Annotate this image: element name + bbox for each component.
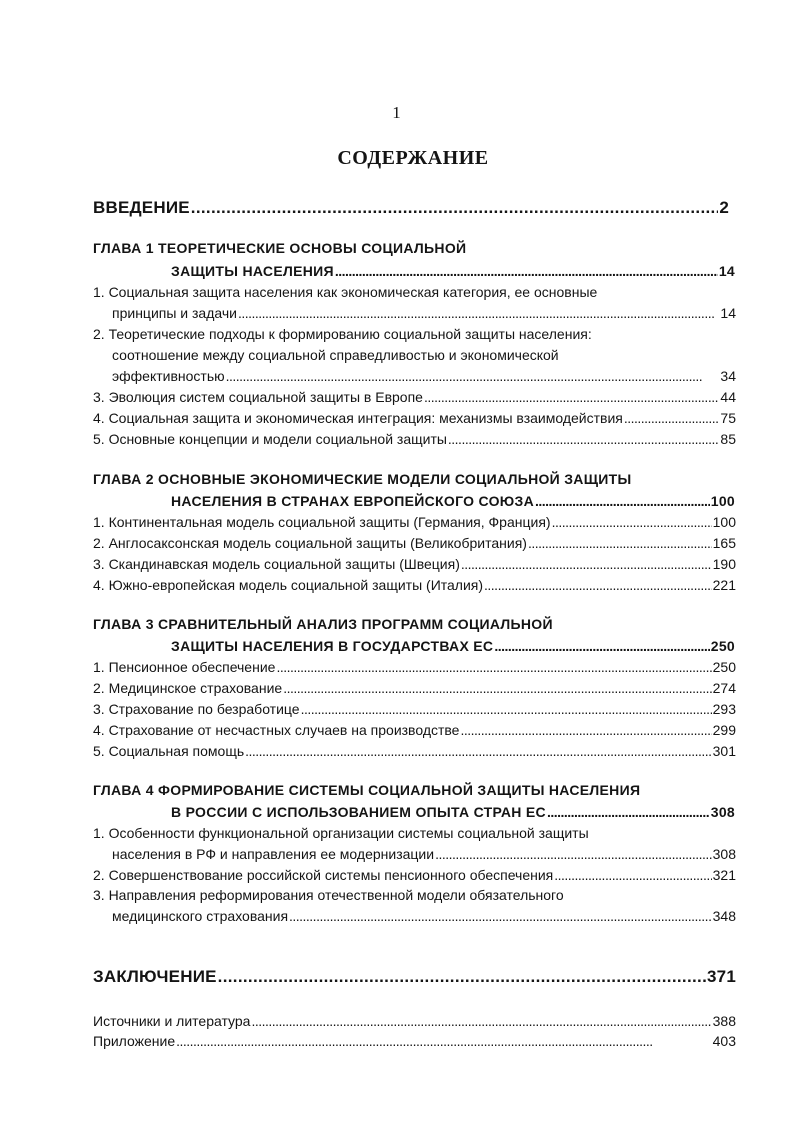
entry-page: 308 bbox=[710, 804, 735, 820]
toc-entry-2-2[interactable] bbox=[93, 535, 736, 551]
entry-title-line: 1. Особенности функциональной организации системы социальной защиты bbox=[93, 825, 589, 841]
entry-page: 308 bbox=[712, 846, 736, 862]
dot-leader bbox=[460, 722, 711, 738]
dot-leader bbox=[535, 493, 710, 509]
entry-page: 165 bbox=[712, 535, 736, 551]
toc-entry-3-1[interactable] bbox=[93, 659, 736, 675]
entry-title: НАСЕЛЕНИЯ В СТРАНАХ ЕВРОПЕЙСКОГО СОЮЗА bbox=[171, 493, 534, 509]
dot-leader bbox=[552, 514, 712, 530]
toc-entry-appendix[interactable] bbox=[93, 1033, 736, 1049]
entry-title: 2. Англосаксонская модель социальной защиты (Великобритания) bbox=[93, 535, 527, 551]
dot-leader bbox=[276, 659, 711, 675]
dot-leader bbox=[191, 198, 719, 218]
entry-title: 2. Совершенствование российской системы пенсионного обеспечения bbox=[93, 867, 554, 883]
entry-title: принципы и задачи bbox=[112, 305, 237, 321]
entry-title: Источники и литература bbox=[93, 1013, 251, 1029]
entry-title: ЗАКЛЮЧЕНИЕ bbox=[93, 967, 217, 986]
toc-entry-chapter-4[interactable] bbox=[171, 804, 735, 820]
entry-page: 14 bbox=[720, 305, 736, 321]
dot-leader bbox=[484, 577, 712, 593]
entry-title: 2. Медицинское страхование bbox=[93, 680, 283, 696]
dot-leader bbox=[554, 867, 711, 883]
entry-page: 388 bbox=[712, 1013, 736, 1029]
toc-entry-2-3[interactable] bbox=[93, 556, 736, 572]
entry-title-line: 2. Теоретические подходы к формированию социальной защиты населения: bbox=[93, 326, 592, 342]
dot-leader bbox=[283, 680, 711, 696]
entry-title: 1. Континентальная модель социальной защиты (Германия, Франция) bbox=[93, 514, 551, 530]
chapter-3-heading: ГЛАВА 3 СРАВНИТЕЛЬНЫЙ АНАЛИЗ ПРОГРАММ СОЦИАЛЬНОЙ bbox=[93, 616, 553, 632]
dot-leader bbox=[494, 638, 709, 654]
entry-page: 371 bbox=[707, 967, 736, 986]
entry-title: 5. Социальная помощь bbox=[93, 743, 245, 759]
toc-entry-conclusion[interactable] bbox=[93, 967, 736, 987]
entry-page: 14 bbox=[718, 263, 735, 279]
toc-entry-chapter-1[interactable] bbox=[171, 263, 735, 279]
entry-page: 75 bbox=[720, 410, 736, 426]
entry-title: Приложение bbox=[93, 1033, 176, 1049]
entry-title-line: соотношение между социальной справедливостью и экономической bbox=[112, 347, 559, 363]
entry-page: 221 bbox=[712, 577, 736, 593]
dot-leader bbox=[238, 305, 719, 321]
entry-title: 1. Пенсионное обеспечение bbox=[93, 659, 276, 675]
dot-leader bbox=[448, 431, 720, 447]
entry-title: ЗАЩИТЫ НАСЕЛЕНИЯ В ГОСУДАРСТВАХ ЕС bbox=[171, 638, 494, 654]
entry-page: 190 bbox=[712, 556, 736, 572]
dot-leader bbox=[461, 556, 712, 572]
dot-leader bbox=[251, 1013, 711, 1029]
entry-title: ВВЕДЕНИЕ bbox=[93, 198, 190, 217]
entry-title: 3. Эволюция систем социальной защиты в Европе bbox=[93, 389, 423, 405]
entry-title: 3. Страхование по безработице bbox=[93, 701, 300, 717]
entry-title: населения в РФ и направления ее модернизации bbox=[112, 846, 435, 862]
toc-entry-3-3[interactable] bbox=[93, 701, 736, 717]
toc-title: СОДЕРЖАНИЕ bbox=[337, 147, 489, 169]
entry-page: 250 bbox=[710, 638, 735, 654]
entry-title: 5. Основные концепции и модели социальной защиты bbox=[93, 431, 447, 447]
entry-title: 4. Южно-европейская модель социальной защиты (Италия) bbox=[93, 577, 484, 593]
entry-page: 44 bbox=[720, 389, 736, 405]
entry-title-line: 1. Социальная защита населения как экономическая категория, ее основные bbox=[93, 284, 598, 300]
entry-page: 321 bbox=[712, 867, 736, 883]
entry-title: медицинского страхования bbox=[112, 908, 289, 924]
entry-page: 299 bbox=[712, 722, 736, 738]
entry-page: 274 bbox=[712, 680, 736, 696]
toc-entry-2-1[interactable] bbox=[93, 514, 736, 530]
entry-title: 4. Социальная защита и экономическая интеграция: механизмы взаимодействия bbox=[93, 410, 623, 426]
dot-leader bbox=[218, 967, 706, 987]
chapter-2-heading: ГЛАВА 2 ОСНОВНЫЕ ЭКОНОМИЧЕСКИЕ МОДЕЛИ СОЦИАЛЬНОЙ ЗАЩИТЫ bbox=[93, 471, 632, 487]
toc-entry-3-5[interactable] bbox=[93, 743, 736, 759]
entry-page: 2 bbox=[719, 198, 729, 217]
entry-page: 85 bbox=[720, 431, 736, 447]
dot-leader bbox=[624, 410, 720, 426]
toc-entry-1-1[interactable] bbox=[112, 305, 736, 321]
toc-entry-chapter-2[interactable] bbox=[171, 493, 735, 509]
entry-page: 34 bbox=[720, 368, 736, 384]
toc-entry-1-3[interactable] bbox=[93, 389, 736, 405]
dot-leader bbox=[424, 389, 719, 405]
dot-leader bbox=[528, 535, 712, 551]
dot-leader bbox=[335, 263, 718, 279]
entry-page: 348 bbox=[712, 908, 736, 924]
dot-leader bbox=[435, 846, 712, 862]
toc-entry-sources[interactable] bbox=[93, 1013, 736, 1029]
toc-entry-3-2[interactable] bbox=[93, 680, 736, 696]
chapter-4-heading: ГЛАВА 4 ФОРМИРОВАНИЕ СИСТЕМЫ СОЦИАЛЬНОЙ ЗАЩИТЫ НАСЕЛЕНИЯ bbox=[93, 782, 641, 798]
dot-leader bbox=[301, 701, 712, 717]
dot-leader bbox=[245, 743, 712, 759]
entry-page: 250 bbox=[712, 659, 736, 675]
entry-title: 3. Скандинавская модель социальной защиты (Швеция) bbox=[93, 556, 460, 572]
entry-page: 100 bbox=[712, 514, 736, 530]
dot-leader bbox=[547, 804, 710, 820]
toc-entry-3-4[interactable] bbox=[93, 722, 736, 738]
toc-entry-2-4[interactable] bbox=[93, 577, 736, 593]
dot-leader bbox=[289, 908, 712, 924]
toc-entry-4-2[interactable] bbox=[93, 867, 736, 883]
toc-entry-4-3[interactable] bbox=[112, 908, 736, 924]
entry-title: ЗАЩИТЫ НАСЕЛЕНИЯ bbox=[171, 263, 334, 279]
toc-entry-4-1[interactable] bbox=[112, 846, 736, 862]
entry-page: 100 bbox=[710, 493, 735, 509]
entry-page: 293 bbox=[712, 701, 736, 717]
toc-entry-1-4[interactable] bbox=[93, 410, 736, 426]
page-number: 1 bbox=[392, 103, 401, 122]
dot-leader bbox=[176, 1033, 712, 1049]
entry-page: 301 bbox=[712, 743, 736, 759]
entry-title: В РОССИИ С ИСПОЛЬЗОВАНИЕМ ОПЫТА СТРАН ЕС bbox=[171, 804, 546, 820]
toc-entry-1-5[interactable] bbox=[93, 431, 736, 447]
toc-entry-introduction[interactable] bbox=[93, 198, 729, 218]
entry-title: эффективностью bbox=[112, 368, 225, 384]
entry-page: 403 bbox=[712, 1033, 736, 1049]
toc-entry-1-2[interactable] bbox=[112, 368, 736, 384]
dot-leader bbox=[226, 368, 720, 384]
chapter-1-heading: ГЛАВА 1 ТЕОРЕТИЧЕСКИЕ ОСНОВЫ СОЦИАЛЬНОЙ bbox=[93, 240, 467, 256]
toc-entry-chapter-3[interactable] bbox=[171, 638, 735, 654]
entry-title: 4. Страхование от несчастных случаев на производстве bbox=[93, 722, 460, 738]
entry-title-line: 3. Направления реформирования отечественной модели обязательного bbox=[93, 887, 564, 903]
